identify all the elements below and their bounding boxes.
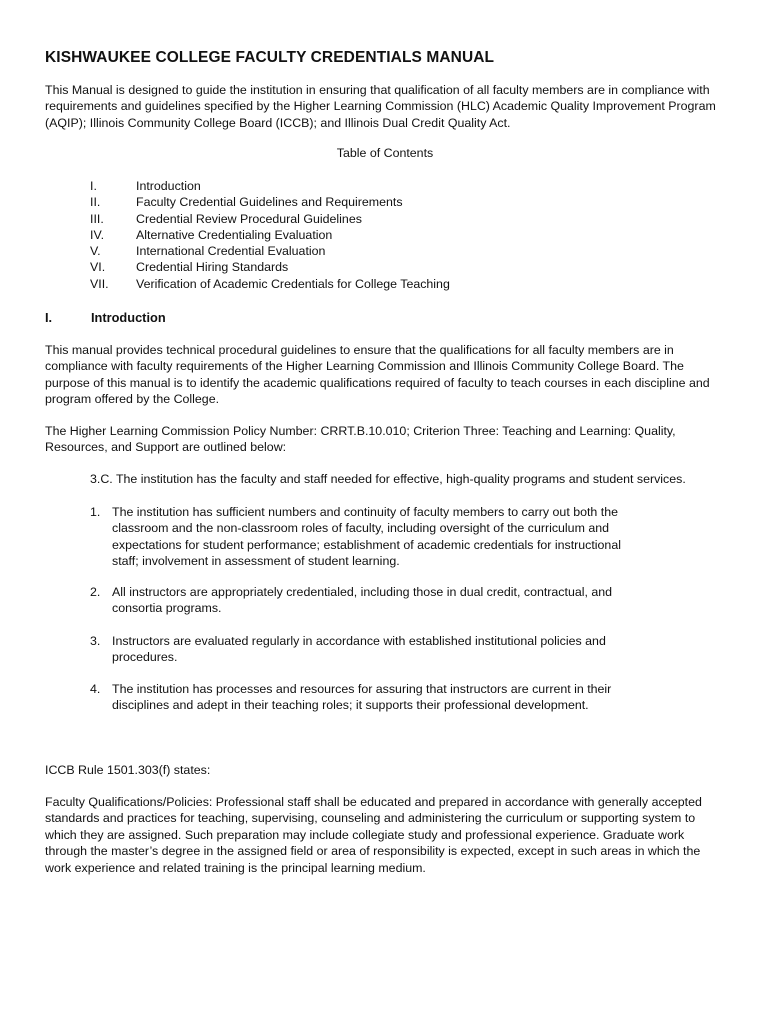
intro-body-paragraph: This manual provides technical procedural guidelines to ensure that the qualifications for all faculty members are in compliance with faculty requirements of the Higher Learning Commission and Illinois Community College Board. The purpose of this manual is to identify the academic qualifications required of faculty to teach courses in each discipline and program offered by the College. xyxy=(45,343,710,407)
toc-item xyxy=(90,276,450,292)
list-item-text: Instructors are evaluated regularly in accordance with established institutional policies and procedures. xyxy=(112,634,606,665)
table-of-contents xyxy=(90,178,450,292)
toc-item-number: IV. xyxy=(90,227,105,242)
toc-item-number: I. xyxy=(90,179,97,193)
toc-item-number: V. xyxy=(90,244,101,259)
list-item-number: 1. xyxy=(90,505,101,519)
toc-heading: Table of Contents xyxy=(336,146,434,160)
toc-item-label: Faculty Credential Guidelines and Requirements xyxy=(136,195,403,210)
toc-item xyxy=(90,194,450,210)
toc-item-number: II. xyxy=(90,195,101,210)
list-item xyxy=(90,584,650,617)
toc-item-number: VI. xyxy=(90,260,106,275)
toc-item-label: Introduction xyxy=(136,179,201,193)
intro-paragraph: This Manual is designed to guide the institution in ensuring that qualification of all faculty members are in compliance with requirements and guidelines specified by the Higher Learning Commission (HLC) Academic Quality Improvement Program (AQIP); Illinois Community College Board (ICCB); and Illinois Dual Credit Quality Act. xyxy=(45,83,716,130)
toc-item-label: Verification of Academic Credentials for College Teaching xyxy=(136,276,450,291)
list-item xyxy=(90,633,650,666)
toc-item-label: Alternative Credentialing Evaluation xyxy=(136,227,333,242)
toc-item-label: Credential Review Procedural Guidelines xyxy=(136,211,362,226)
toc-item xyxy=(90,227,450,243)
section-number: I. xyxy=(45,310,53,325)
toc-item-label: Credential Hiring Standards xyxy=(136,260,289,275)
toc-item xyxy=(90,259,450,275)
list-item-number: 4. xyxy=(90,682,101,696)
list-item xyxy=(90,504,646,570)
list-item-number: 3. xyxy=(90,634,101,648)
toc-item-label: International Credential Evaluation xyxy=(136,244,326,259)
criterion-statement: 3.C. The institution has the faculty and staff needed for effective, high-quality programs and student services. xyxy=(90,472,686,486)
document-title: KISHWAUKEE COLLEGE FACULTY CREDENTIALS MANUAL xyxy=(45,49,495,66)
toc-item-number: VII. xyxy=(90,276,109,291)
section-title: Introduction xyxy=(91,310,166,325)
iccb-rule-line: ICCB Rule 1501.303(f) states: xyxy=(45,763,211,777)
list-item-text: The institution has processes and resources for assuring that instructors are current in their disciplines and adept in their teaching roles; it supports their professional development. xyxy=(112,682,612,713)
toc-item xyxy=(90,243,450,259)
list-item-text: All instructors are appropriately credentialed, including those in dual credit, contractual, and consortia programs. xyxy=(112,585,613,616)
toc-item xyxy=(90,178,450,194)
list-item-number: 2. xyxy=(90,585,101,599)
toc-item-number: III. xyxy=(90,211,104,226)
toc-item xyxy=(90,211,450,227)
policy-paragraph: The Higher Learning Commission Policy Number: CRRT.B.10.010; Criterion Three: Teaching and Learning: Quality, Resources, and Support are outlined below: xyxy=(45,424,676,455)
faculty-qualifications-paragraph: Faculty Qualifications/Policies: Professional staff shall be educated and prepared in accordance with generally accepted standards and practices for teaching, supervising, counseling and administering the curriculum or supporting system to which they are assigned. Such preparation may include collegiate study and professional experience. Graduate work through the master’s degree in the assigned field or area of responsibility is expected, except in such areas in which the work experience and related training is the principal learning medium. xyxy=(45,795,702,875)
list-item xyxy=(90,681,646,714)
section-heading xyxy=(45,310,166,325)
list-item-text: The institution has sufficient numbers and continuity of faculty members to carry out both the classroom and the non-classroom roles of faculty, including oversight of the curriculum and expectations for student performance; establishment of academic credentials for instructional staff; involvement in assessment of student learning. xyxy=(112,505,621,569)
